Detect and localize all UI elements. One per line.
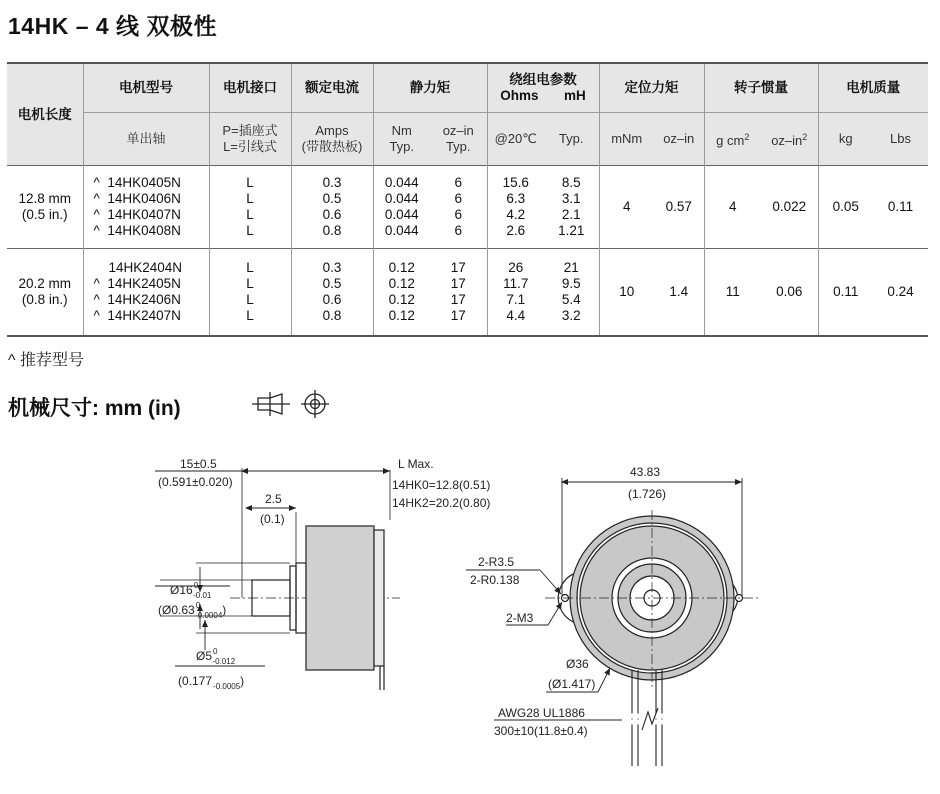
mh-value: 9.5 <box>561 276 581 291</box>
sub-current-line1: Amps <box>315 123 349 138</box>
torque-nm-value: 0.12 <box>388 308 415 323</box>
mass-lbs-value: 0.11 <box>873 166 928 249</box>
sub-detent-mnm: mNm <box>599 113 654 166</box>
col-interface: 电机接口 <box>209 63 291 113</box>
dim-boss-diameter <box>170 581 212 600</box>
current-value: 0.5 <box>322 191 342 206</box>
sub-inductance: Typ. <box>544 113 599 166</box>
sub-resistance: @20℃ <box>487 113 544 166</box>
sub-inertia-oz-unit: oz–in <box>771 133 803 148</box>
dim-lmax: L Max. <box>398 457 434 471</box>
model-name: ^ 14HK2406N <box>93 292 181 307</box>
d5-tol-lo: -0.012 <box>212 657 236 666</box>
winding-mh: mH <box>563 88 586 103</box>
interface-value: L <box>246 175 254 190</box>
sub-interface-line1: P=插座式 <box>222 123 278 138</box>
detent-mnm-value: 10 <box>599 249 654 337</box>
torque-nm-value: 0.12 <box>388 276 415 291</box>
torque-oz-value: 6 <box>454 191 462 206</box>
dim-boss-diameter-in <box>158 601 226 620</box>
current-value: 0.8 <box>322 308 342 323</box>
sub-model: 单出轴 <box>83 113 209 166</box>
winding-ohms: Ohms <box>500 88 539 103</box>
ohms-value: 6.3 <box>506 191 526 206</box>
inertia-gcm-value: 11 <box>704 249 761 337</box>
torque-nm-value: 0.12 <box>388 292 415 307</box>
d16-in-close: ) <box>222 603 227 617</box>
current-value: 0.3 <box>322 175 342 190</box>
inertia-oz-value: 0.06 <box>761 249 818 337</box>
sub-interface-line2: L=引线式 <box>223 139 277 154</box>
length-in: (0.8 in.) <box>21 292 68 307</box>
model-name: ^ 14HK2407N <box>93 308 181 323</box>
torque-oz-value: 17 <box>450 308 466 323</box>
sub-detent-oz: oz–in <box>654 113 704 166</box>
ohms-value: 26 <box>508 260 524 275</box>
sub-inertia-gcm-sup: 2 <box>744 132 750 142</box>
dim-shaft-length-in: (0.591±0.020) <box>158 475 233 489</box>
dim-lmax-hk2: 14HK2=20.2(0.80) <box>392 496 491 510</box>
torque-oz-value: 17 <box>450 260 466 275</box>
dim-ear-radius: 2-R3.5 <box>478 555 515 569</box>
interface-value: L <box>246 223 254 238</box>
current-value: 0.6 <box>322 207 342 222</box>
d16-in-tol-up: 0 <box>195 601 201 610</box>
interface-value: L <box>246 207 254 222</box>
torque-oz-value: 6 <box>454 175 462 190</box>
model-name: ^ 14HK0406N <box>93 191 181 206</box>
col-holding-torque: 静力矩 <box>373 63 487 113</box>
d16-main: Ø16 <box>170 583 193 597</box>
col-model: 电机型号 <box>83 63 209 113</box>
dim-shaft-diameter <box>196 647 236 666</box>
model-name: 14HK2404N <box>93 260 183 275</box>
detent-oz-value: 1.4 <box>654 249 704 337</box>
third-angle-projection-icon <box>252 390 329 418</box>
interface-value: L <box>246 276 254 291</box>
inertia-oz-value: 0.022 <box>761 166 818 249</box>
dim-flange-width: 43.83 <box>630 465 661 479</box>
torque-oz-value: 6 <box>454 207 462 222</box>
sub-torque-oz-typ: Typ. <box>445 139 471 154</box>
d16-in-main: (Ø0.63 <box>158 603 195 617</box>
col-current: 额定电流 <box>291 63 373 113</box>
mh-value: 5.4 <box>561 292 581 307</box>
ohms-value: 4.2 <box>506 207 526 222</box>
dim-ear-radius-in: 2-R0.138 <box>470 573 520 587</box>
mh-value: 3.2 <box>561 308 581 323</box>
mh-value: 1.21 <box>558 223 585 238</box>
mass-kg-value: 0.05 <box>818 166 873 249</box>
length-in: (0.5 in.) <box>21 207 68 222</box>
torque-oz-value: 17 <box>450 276 466 291</box>
page-title: 14HK – 4 线 双极性 <box>8 13 217 39</box>
interface-value: L <box>246 292 254 307</box>
current-value: 0.3 <box>322 260 342 275</box>
dim-flange-width-in: (1.726) <box>628 487 667 501</box>
mh-value: 3.1 <box>561 191 581 206</box>
d5-in-main: (0.177 <box>178 674 213 688</box>
wire-spec: AWG28 UL1886 <box>498 706 585 720</box>
dim-flange-in: (0.1) <box>260 512 285 526</box>
ohms-value: 15.6 <box>502 175 529 190</box>
d16-tol-lo: -0.01 <box>193 591 212 600</box>
torque-nm-value: 0.044 <box>384 223 419 238</box>
mass-lbs-value: 0.24 <box>873 249 928 337</box>
dim-body-diameter: Ø36 <box>566 657 589 671</box>
dim-shaft-diameter-in <box>178 674 244 691</box>
torque-nm-value: 0.044 <box>384 207 419 222</box>
d5-in-close: ) <box>240 674 245 688</box>
torque-oz-value: 17 <box>450 292 466 307</box>
col-length: 电机长度 <box>7 63 83 166</box>
mh-value: 2.1 <box>561 207 581 222</box>
mh-value: 21 <box>563 260 579 275</box>
inertia-gcm-value: 4 <box>704 166 761 249</box>
lead-wires <box>624 670 670 766</box>
sub-torque-nm-unit: Nm <box>391 123 412 138</box>
model-name: ^ 14HK0407N <box>93 207 181 222</box>
ohms-value: 4.4 <box>506 308 526 323</box>
model-name: ^ 14HK0408N <box>93 223 181 238</box>
sub-current-line2: (带散热板) <box>301 139 363 154</box>
recommended-note: ^ 推荐型号 <box>8 352 84 369</box>
current-value: 0.6 <box>322 292 342 307</box>
model-name: ^ 14HK2405N <box>93 276 181 291</box>
dim-mount-holes: 2-M3 <box>506 611 534 625</box>
sub-mass-lbs: Lbs <box>873 113 928 166</box>
d5-tol-up: 0 <box>213 647 218 656</box>
col-mass: 电机质量 <box>818 63 928 113</box>
ohms-value: 2.6 <box>506 223 526 238</box>
sub-torque-nm-typ: Typ. <box>389 139 415 154</box>
sub-torque-oz-unit: oz–in <box>442 123 474 138</box>
mh-value: 8.5 <box>561 175 581 190</box>
d5-main: Ø5 <box>196 649 213 663</box>
d16-tol-up: 0 <box>193 581 199 590</box>
length-mm: 20.2 mm <box>18 276 72 291</box>
d5-in-tol-lo: -0.0005 <box>213 682 241 691</box>
torque-nm-value: 0.12 <box>388 260 415 275</box>
model-name: ^ 14HK0405N <box>93 175 181 190</box>
length-mm: 12.8 mm <box>18 191 72 206</box>
mass-kg-value: 0.11 <box>818 249 873 337</box>
detent-mnm-value: 4 <box>599 166 654 249</box>
d16-in-tol-lo: -0.0004 <box>195 611 223 620</box>
dim-flange: 2.5 <box>265 492 282 506</box>
lead-length: 300±10(11.8±0.4) <box>494 724 588 738</box>
side-view <box>230 468 400 690</box>
torque-oz-value: 6 <box>454 223 462 238</box>
sub-inertia-oz-sup: 2 <box>802 132 808 142</box>
col-rotor-inertia: 转子惯量 <box>704 63 818 113</box>
ohms-value: 7.1 <box>506 292 526 307</box>
mechanical-dimensions-title: 机械尺寸: mm (in) <box>8 397 181 420</box>
dim-shaft-length: 15±0.5 <box>180 457 217 471</box>
sub-mass-kg: kg <box>818 113 873 166</box>
interface-value: L <box>246 191 254 206</box>
current-value: 0.8 <box>322 223 342 238</box>
winding-title: 绕组电参数 <box>509 72 577 87</box>
detent-oz-value: 0.57 <box>654 166 704 249</box>
torque-nm-value: 0.044 <box>384 191 419 206</box>
interface-value: L <box>246 308 254 323</box>
dim-body-diameter-in: (Ø1.417) <box>548 677 596 691</box>
dim-lmax-hk0: 14HK0=12.8(0.51) <box>392 478 491 492</box>
col-detent-torque: 定位力矩 <box>599 63 704 113</box>
ohms-value: 11.7 <box>503 276 529 291</box>
current-value: 0.5 <box>322 276 342 291</box>
interface-value: L <box>246 260 254 275</box>
torque-nm-value: 0.044 <box>384 175 419 190</box>
sub-inertia-gcm-unit: g cm <box>716 133 745 148</box>
